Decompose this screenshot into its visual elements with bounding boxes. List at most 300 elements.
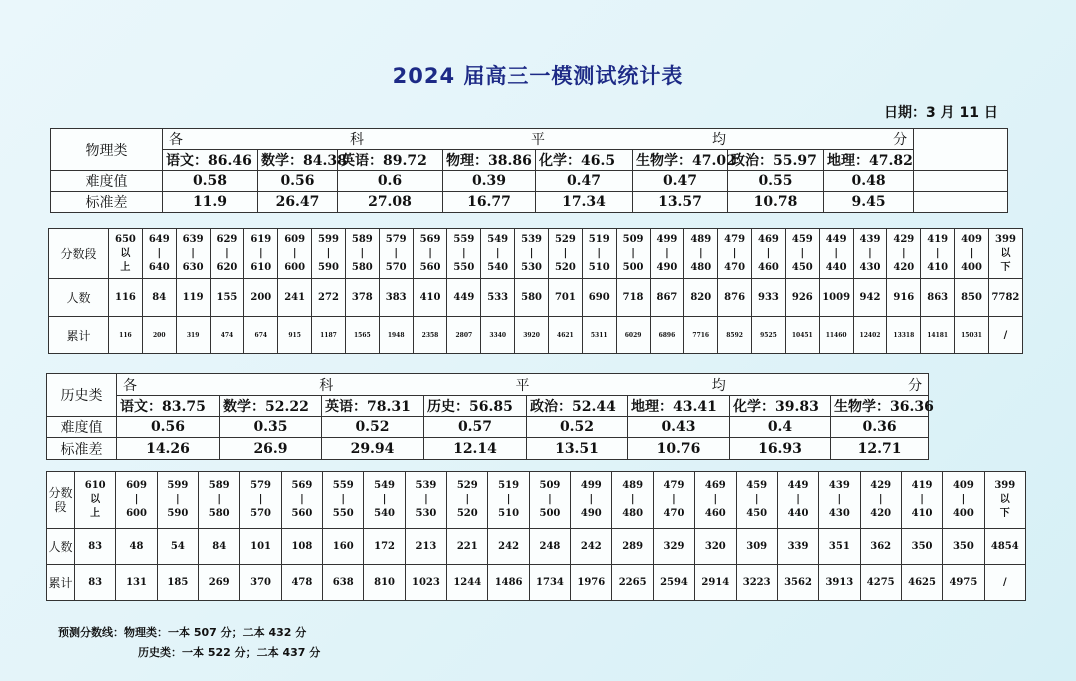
range-part: 489 xyxy=(622,480,644,491)
cumulative-value: 3223 xyxy=(736,565,777,601)
range-part: 509 xyxy=(622,233,644,245)
count-value: 289 xyxy=(612,529,653,565)
cumulative-value: 2914 xyxy=(695,565,736,601)
difficulty-value: 0.35 xyxy=(220,417,322,438)
count-value: 378 xyxy=(345,279,379,317)
difficulty-row xyxy=(51,171,1008,192)
range-part: | xyxy=(631,247,635,259)
row-label: 标准差 xyxy=(51,192,163,213)
difficulty-value: 0.43 xyxy=(628,417,730,438)
range-part: 640 xyxy=(148,261,170,273)
row-label: 人数 xyxy=(49,279,109,317)
range-part: 609 xyxy=(284,233,306,245)
range-part: | xyxy=(597,247,602,259)
cumulative-value: 269 xyxy=(199,565,240,601)
score-range xyxy=(695,472,736,529)
score-range xyxy=(819,472,860,529)
range-part: | xyxy=(713,494,718,505)
score-range xyxy=(345,229,379,279)
count-value: 933 xyxy=(752,279,786,317)
range-part: 559 xyxy=(332,480,354,491)
range-part: | xyxy=(292,247,297,259)
count-value: 116 xyxy=(109,279,143,317)
score-range xyxy=(616,229,650,279)
score-range xyxy=(529,472,570,529)
range-part: 479 xyxy=(724,233,746,245)
range-part: | xyxy=(935,247,940,259)
score-range xyxy=(853,229,887,279)
distribution-body xyxy=(47,472,1026,601)
cumulative-value: 3920 xyxy=(515,317,549,354)
score-range xyxy=(244,229,278,279)
subject-average: 生物学：36.36 xyxy=(831,396,929,417)
count-value: 200 xyxy=(244,279,278,317)
score-range xyxy=(736,472,777,529)
range-part: 409 xyxy=(952,480,974,491)
range-part: 480 xyxy=(690,261,712,273)
row-label: 难度值 xyxy=(47,417,117,438)
range-part: 440 xyxy=(787,508,809,519)
segment-row xyxy=(49,229,1023,279)
cumulative-row xyxy=(49,317,1023,354)
range-part: 410 xyxy=(927,261,949,273)
score-range xyxy=(860,472,901,529)
score-range xyxy=(75,472,116,529)
header-average-scores: 各 科 平 均 分 xyxy=(163,129,914,150)
cumulative-value: 2358 xyxy=(413,317,447,354)
segment-row xyxy=(47,472,1026,529)
range-part: 549 xyxy=(374,480,396,491)
cumulative-value: 13318 xyxy=(887,317,921,354)
cumulative-value: 15031 xyxy=(955,317,989,354)
cumulative-value: 185 xyxy=(157,565,198,601)
std-value: 13.51 xyxy=(527,438,628,460)
range-part: 449 xyxy=(825,233,847,245)
score-range xyxy=(109,229,143,279)
range-part: 439 xyxy=(828,480,850,491)
range-part: | xyxy=(672,494,676,505)
cumulative-value: 2265 xyxy=(612,565,653,601)
page-title: 2024 届高三一模测试统计表 xyxy=(392,64,684,88)
count-value: 1009 xyxy=(819,279,853,317)
score-range xyxy=(364,472,405,529)
range-part: 519 xyxy=(498,480,520,491)
header-average-scores: 各 科 平 均 分 xyxy=(117,374,929,396)
range-part: 529 xyxy=(456,480,478,491)
range-part: 499 xyxy=(580,480,602,491)
range-part: | xyxy=(969,247,974,259)
subject-average: 英语：89.72 xyxy=(338,150,443,171)
count-value: 54 xyxy=(157,529,198,565)
cumulative-value: / xyxy=(988,317,1022,354)
count-value: 701 xyxy=(548,279,582,317)
range-part: | xyxy=(563,247,568,259)
difficulty-value: 0.58 xyxy=(163,171,258,192)
score-range xyxy=(240,472,281,529)
range-part: 429 xyxy=(870,480,892,491)
difficulty-value: 0.47 xyxy=(633,171,728,192)
range-part: 599 xyxy=(167,480,189,491)
count-value: 221 xyxy=(447,529,488,565)
score-range xyxy=(281,472,322,529)
range-part: | xyxy=(341,494,346,505)
score-range xyxy=(515,229,549,279)
count-value: 690 xyxy=(582,279,616,317)
cumulative-value: 131 xyxy=(116,565,157,601)
count-value: 320 xyxy=(695,529,736,565)
score-range xyxy=(413,229,447,279)
subject-average: 数学：52.22 xyxy=(220,396,322,417)
cumulative-value: 474 xyxy=(210,317,244,354)
prediction-line-2: 历史类：一本 522 分；二本 437 分 xyxy=(138,646,321,659)
std-value: 16.77 xyxy=(443,192,536,213)
std-value: 11.9 xyxy=(163,192,258,213)
score-range xyxy=(323,472,364,529)
row-label: 分数段 xyxy=(47,472,75,529)
cumulative-value: 6896 xyxy=(650,317,684,354)
range-part: | xyxy=(157,247,162,259)
range-part: | xyxy=(878,494,883,505)
range-part: | xyxy=(225,247,229,259)
count-value: 272 xyxy=(312,279,346,317)
count-value: 820 xyxy=(684,279,718,317)
subject-average: 数学：84.38 xyxy=(258,150,338,171)
range-part: | xyxy=(300,494,304,505)
score-range xyxy=(405,472,446,529)
count-value: 4854 xyxy=(984,529,1025,565)
score-range xyxy=(379,229,413,279)
cumulative-value: 915 xyxy=(278,317,312,354)
cumulative-value: 319 xyxy=(176,317,210,354)
subject-average: 物理：38.86 xyxy=(443,150,536,171)
count-value: 83 xyxy=(75,529,116,565)
range-part: 580 xyxy=(208,508,230,519)
std-value: 16.93 xyxy=(730,438,831,460)
range-part: 600 xyxy=(284,261,306,273)
cumulative-value: 11460 xyxy=(819,317,853,354)
range-part: 450 xyxy=(746,508,768,519)
range-part: | xyxy=(766,247,771,259)
cumulative-value: 7716 xyxy=(684,317,718,354)
range-part: 500 xyxy=(622,261,644,273)
subject-average: 化学：39.83 xyxy=(730,396,831,417)
range-part: 589 xyxy=(351,233,373,245)
range-part: 上 xyxy=(120,261,131,273)
physics-distribution-table xyxy=(48,228,1023,354)
cumulative-value: 9525 xyxy=(752,317,786,354)
score-range xyxy=(819,229,853,279)
cumulative-value: 4975 xyxy=(943,565,984,601)
count-value: 84 xyxy=(199,529,240,565)
range-part: 400 xyxy=(961,261,982,273)
range-part: 630 xyxy=(182,261,204,273)
count-value: 351 xyxy=(819,529,860,565)
score-range xyxy=(943,472,984,529)
count-row xyxy=(47,529,1026,565)
range-part: 539 xyxy=(521,233,542,245)
score-range xyxy=(278,229,312,279)
range-part: 600 xyxy=(126,508,147,519)
range-part: 510 xyxy=(498,508,520,519)
std-value: 14.26 xyxy=(117,438,220,460)
subject-average: 地理：47.82 xyxy=(824,150,914,171)
range-part: | xyxy=(732,247,737,259)
count-value: 108 xyxy=(281,529,322,565)
range-part: | xyxy=(191,247,195,259)
range-part: | xyxy=(837,494,842,505)
range-part: 650 以 xyxy=(114,233,136,259)
range-part: 530 xyxy=(521,261,542,273)
difficulty-value: 0.47 xyxy=(536,171,633,192)
subject-average: 生物学：47.02 xyxy=(633,150,728,171)
range-part: 500 xyxy=(539,508,561,519)
count-value: 119 xyxy=(176,279,210,317)
range-part: 499 xyxy=(656,233,678,245)
range-part: 569 xyxy=(291,480,313,491)
difficulty-row xyxy=(47,417,929,438)
distribution-body xyxy=(49,229,1023,354)
score-range xyxy=(210,229,244,279)
subject-average: 地理：43.41 xyxy=(628,396,730,417)
cumulative-value: 1486 xyxy=(488,565,529,601)
range-part: 419 xyxy=(927,233,949,245)
cumulative-row xyxy=(47,565,1026,601)
cumulative-value: 10451 xyxy=(785,317,819,354)
cumulative-value: 4275 xyxy=(860,565,901,601)
range-part: 599 xyxy=(318,233,339,245)
score-range xyxy=(142,229,176,279)
cumulative-value: 3562 xyxy=(777,565,818,601)
count-value: 172 xyxy=(364,529,405,565)
count-value: 248 xyxy=(529,529,570,565)
range-part: 399 xyxy=(994,480,1016,491)
cumulative-value: 2594 xyxy=(653,565,694,601)
std-value: 13.57 xyxy=(633,192,728,213)
range-part: 509 xyxy=(539,480,561,491)
range-part: 540 xyxy=(487,261,509,273)
score-range xyxy=(684,229,718,279)
range-part: | xyxy=(796,494,800,505)
difficulty-value: 0.39 xyxy=(443,171,536,192)
range-part: 450 xyxy=(791,261,813,273)
count-value: 863 xyxy=(921,279,955,317)
std-value: 10.78 xyxy=(728,192,824,213)
subject-average: 英语：78.31 xyxy=(322,396,424,417)
range-part: | xyxy=(548,494,552,505)
cumulative-value: 1948 xyxy=(379,317,413,354)
cumulative-value: 478 xyxy=(281,565,322,601)
score-range xyxy=(984,472,1025,529)
score-range xyxy=(921,229,955,279)
count-value: 329 xyxy=(653,529,694,565)
range-part: 629 xyxy=(216,233,238,245)
range-part: 480 xyxy=(622,508,644,519)
score-range xyxy=(312,229,346,279)
count-value: 362 xyxy=(860,529,901,565)
range-part: 429 xyxy=(893,233,915,245)
std-row xyxy=(51,192,1008,213)
range-part: 590 xyxy=(167,508,189,519)
range-part: 以 xyxy=(1000,247,1011,259)
count-value: 48 xyxy=(116,529,157,565)
score-range xyxy=(548,229,582,279)
subject-average: 语文：86.46 xyxy=(163,150,258,171)
cumulative-value: 674 xyxy=(244,317,278,354)
range-part: | xyxy=(961,494,966,505)
score-range xyxy=(901,472,942,529)
range-part: 460 xyxy=(704,508,726,519)
range-part: | xyxy=(382,494,387,505)
count-value: 916 xyxy=(887,279,921,317)
std-value: 29.94 xyxy=(322,438,424,460)
count-value: 213 xyxy=(405,529,446,565)
cumulative-value: 2807 xyxy=(447,317,481,354)
score-range xyxy=(777,472,818,529)
difficulty-value: 0.48 xyxy=(824,171,914,192)
row-label: 累计 xyxy=(47,565,75,601)
cumulative-value: 1023 xyxy=(405,565,446,601)
cumulative-value: 1976 xyxy=(571,565,612,601)
range-part: | xyxy=(462,247,466,259)
count-row xyxy=(49,279,1023,317)
cumulative-value: 1244 xyxy=(447,565,488,601)
cumulative-value: 1187 xyxy=(312,317,346,354)
difficulty-value: 0.6 xyxy=(338,171,443,192)
range-part: 649 xyxy=(148,233,170,245)
range-part: 400 xyxy=(952,508,974,519)
row-label: 累计 xyxy=(49,317,109,354)
count-value: 339 xyxy=(777,529,818,565)
range-part: 520 xyxy=(456,508,478,519)
score-range xyxy=(176,229,210,279)
range-part: 610 xyxy=(84,480,106,491)
range-part: 540 xyxy=(374,508,396,519)
range-part: 549 xyxy=(487,233,509,245)
subject-average: 历史：56.85 xyxy=(424,396,527,417)
std-value: 12.71 xyxy=(831,438,929,460)
range-part: 以 xyxy=(90,494,101,505)
count-value: 84 xyxy=(142,279,176,317)
range-part: 619 xyxy=(250,233,272,245)
score-range xyxy=(488,472,529,529)
score-range xyxy=(447,229,481,279)
range-part: 469 xyxy=(704,480,726,491)
range-part: 590 xyxy=(318,261,339,273)
range-part: | xyxy=(258,494,263,505)
range-part: 449 xyxy=(787,480,809,491)
range-part: 439 xyxy=(859,233,881,245)
range-part: 580 xyxy=(351,261,373,273)
score-range xyxy=(447,472,488,529)
count-value: 350 xyxy=(901,529,942,565)
difficulty-value: 0.36 xyxy=(831,417,929,438)
range-part: 550 xyxy=(332,508,354,519)
history-summary-table xyxy=(46,373,934,460)
history-distribution-table xyxy=(46,471,1026,601)
range-part: | xyxy=(630,494,635,505)
score-range xyxy=(612,472,653,529)
range-part: 479 xyxy=(663,480,685,491)
range-part: 470 xyxy=(663,508,685,519)
range-part: 560 xyxy=(419,261,441,273)
range-part: | xyxy=(506,494,511,505)
std-value: 9.45 xyxy=(824,192,914,213)
range-part: | xyxy=(360,247,365,259)
count-value: 160 xyxy=(323,529,364,565)
count-value: 926 xyxy=(785,279,819,317)
difficulty-value: 0.56 xyxy=(258,171,338,192)
count-value: 449 xyxy=(447,279,481,317)
range-part: 610 xyxy=(250,261,272,273)
difficulty-value: 0.52 xyxy=(527,417,628,438)
range-part: 490 xyxy=(580,508,602,519)
cumulative-value: 200 xyxy=(142,317,176,354)
category-label: 历史类 xyxy=(47,374,117,417)
range-part: | xyxy=(424,494,428,505)
range-part: 589 xyxy=(208,480,230,491)
row-label: 标准差 xyxy=(47,438,117,460)
difficulty-value: 0.52 xyxy=(322,417,424,438)
range-part: 579 xyxy=(250,480,271,491)
range-part: 620 xyxy=(216,261,238,273)
range-part: 469 xyxy=(758,233,779,245)
range-part: 639 xyxy=(182,233,204,245)
range-part: 下 xyxy=(999,508,1010,519)
subject-average: 政治：55.97 xyxy=(728,150,824,171)
cumulative-value: 116 xyxy=(109,317,143,354)
count-value: 876 xyxy=(718,279,752,317)
score-range xyxy=(752,229,786,279)
prediction-line-1: 预测分数线：物理类：一本 507 分；二本 432 分 xyxy=(58,626,307,639)
range-part: | xyxy=(920,494,924,505)
row-label: 人数 xyxy=(47,529,75,565)
cumulative-value: 4621 xyxy=(548,317,582,354)
cumulative-value: 638 xyxy=(323,565,364,601)
count-value: 718 xyxy=(616,279,650,317)
cumulative-value: 83 xyxy=(75,565,116,601)
cumulative-value: 1734 xyxy=(529,565,570,601)
range-part: 410 xyxy=(911,508,933,519)
std-row xyxy=(47,438,929,460)
count-value: 101 xyxy=(240,529,281,565)
count-value: 533 xyxy=(481,279,515,317)
count-value: 242 xyxy=(488,529,529,565)
range-part: | xyxy=(258,247,263,259)
count-value: 942 xyxy=(853,279,887,317)
range-part: 399 xyxy=(995,233,1016,245)
range-part: 440 xyxy=(825,261,847,273)
range-part: | xyxy=(754,494,759,505)
range-part: 430 xyxy=(859,261,881,273)
range-part: 490 xyxy=(656,261,678,273)
count-value: 7782 xyxy=(988,279,1022,317)
range-part: 569 xyxy=(419,233,441,245)
range-part: | xyxy=(834,247,838,259)
range-part: 419 xyxy=(911,480,933,491)
cumulative-value: 6029 xyxy=(616,317,650,354)
range-part: 579 xyxy=(385,233,407,245)
range-part: 上 xyxy=(90,508,101,519)
difficulty-value: 0.4 xyxy=(730,417,831,438)
range-part: 以 xyxy=(999,494,1010,505)
score-range xyxy=(650,229,684,279)
range-part: 539 xyxy=(415,480,437,491)
range-part: 510 xyxy=(588,261,610,273)
count-value: 350 xyxy=(943,529,984,565)
score-range xyxy=(785,229,819,279)
range-part: 560 xyxy=(291,508,313,519)
cumulative-value: 12402 xyxy=(853,317,887,354)
